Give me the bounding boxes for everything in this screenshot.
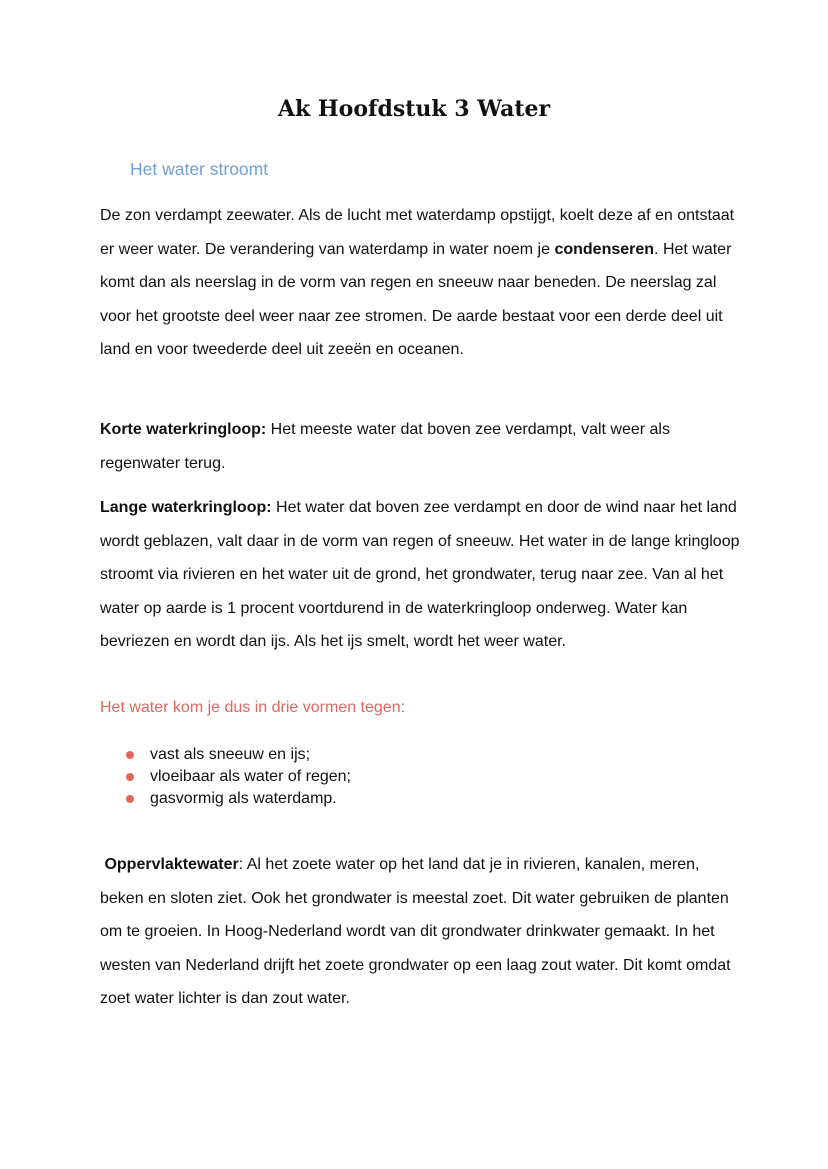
paragraph-text: Het water dat boven zee verdampt en door de wind naar het land wordt geblazen, valt daar in de vorm van regen of sneeuw. Het water in de lange kringloop stroomt via rivieren en het water uit de grond, het grondwater, terug naar zee. Van al het water op aarde is 1 procent voortdurend in de waterkringloop onderweg. Water kan bevriezen en wordt dan ijs. Als het ijs smelt, wordt het weer water. — [100, 499, 740, 651]
bold-term-short-cycle: Korte waterkringloop: — [100, 421, 267, 438]
highlight-text: Het water kom je dus in drie vormen tegen: — [100, 699, 406, 716]
list-item — [124, 766, 351, 788]
bold-term-condenseren: condenseren — [554, 240, 655, 258]
bold-term-long-cycle: Lange waterkringloop: — [100, 499, 272, 516]
list-item-text: gasvormig als waterdamp. — [150, 790, 337, 807]
paragraph-text: Het meeste water dat boven zee verdampt, valt weer als regenwater terug. — [100, 421, 670, 472]
paragraph-long-cycle — [100, 491, 740, 659]
section-subtitle: Het water stroomt — [130, 159, 269, 179]
paragraph-surface-water — [100, 848, 740, 1016]
bullet-icon — [126, 751, 134, 759]
paragraph-text: : Al het zoete water op het land dat je in rivieren, kanalen, meren, beken en sloten ziet. Ook het grondwater is meestal zoet. Dit water gebruiken de planten om te groeien. In Hoog-Nederland wordt van dit grondwater drinkwater gemaakt. In het westen van Nederland drijft het zoete grondwater op een laag zout water. Dit komt omdat zoet water lichter is dan zout water. — [100, 856, 731, 1008]
list-item-text: vast als sneeuw en ijs; — [150, 746, 311, 763]
list-item — [124, 788, 351, 810]
bullet-icon — [126, 773, 134, 781]
list-item — [124, 744, 351, 766]
paragraph-short-cycle — [100, 413, 740, 480]
paragraph-evaporation — [100, 199, 740, 367]
paragraph-text: . Het water komt dan als neerslag in de vorm van regen en sneeuw naar beneden. De neerslag zal voor het grootste deel weer naar zee stromen. De aarde bestaat voor een derde deel uit land en voor tweederde deel uit zeeën en oceanen. — [100, 240, 732, 359]
bullet-icon — [126, 795, 134, 803]
bold-term-surface-water: Oppervlaktewater — [104, 856, 239, 873]
paragraph-text: De zon verdampt zeewater. Als de lucht met waterdamp opstijgt, koelt deze af en ontstaat er weer water. De verandering van waterdamp in water noem je — [100, 207, 735, 258]
list-item-text: vloeibaar als water of regen; — [150, 768, 351, 785]
page-title: Ak Hoofdstuk 3 Water — [277, 96, 551, 122]
water-forms-list — [124, 744, 351, 810]
